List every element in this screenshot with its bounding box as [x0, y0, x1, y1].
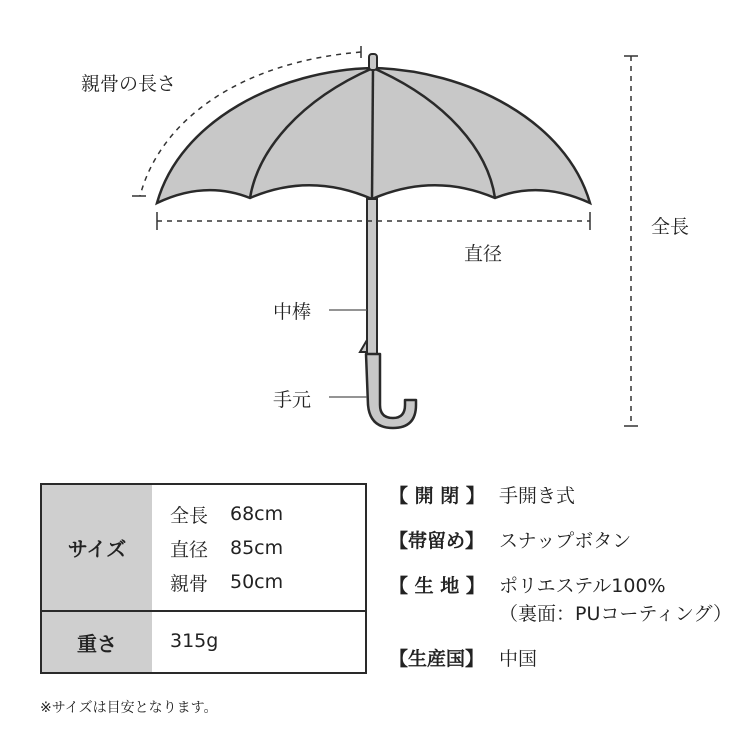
info-row-fabric	[389, 572, 732, 628]
size-note: ※サイズは目安となります。	[40, 700, 218, 716]
size-header: サイズ	[42, 485, 152, 610]
info-key: 【生産国】	[389, 648, 485, 670]
size-key: 直径	[170, 538, 209, 561]
size-row-diameter	[170, 531, 283, 565]
size-key: 全長	[170, 504, 209, 527]
rib-length-label: 親骨の長さ	[81, 73, 177, 95]
info-value: 中国	[499, 648, 538, 670]
info-value: 手開き式	[499, 485, 576, 507]
info-value: （裏面：PUコーティング）	[499, 603, 733, 625]
weight-header: 重さ	[42, 612, 152, 672]
umbrella-handle	[366, 354, 416, 428]
umbrella-rib	[372, 68, 373, 199]
size-row-total	[170, 497, 283, 531]
spec-table	[40, 483, 367, 674]
umbrella-shaft	[367, 199, 377, 355]
size-values	[170, 497, 283, 599]
info-key: 【帯留め】	[389, 530, 485, 552]
info-value: ポリエステル100%	[499, 575, 666, 597]
shaft-label: 中棒	[273, 301, 312, 323]
handle-label: 手元	[273, 389, 312, 411]
total-length-label: 全長	[651, 216, 690, 238]
weight-value: 315g	[170, 630, 219, 652]
info-key: 【 生 地 】	[389, 575, 485, 597]
info-row-opening	[389, 482, 575, 510]
info-key: 【 開 閉 】	[389, 485, 485, 507]
info-value: スナップボタン	[499, 530, 632, 552]
size-value: 85cm	[230, 537, 284, 559]
size-key: 親骨	[170, 572, 209, 595]
size-value: 68cm	[230, 503, 284, 525]
size-value: 50cm	[230, 571, 284, 593]
umbrella-tip	[369, 54, 377, 70]
umbrella-button	[360, 340, 367, 352]
info-row-strap	[389, 527, 631, 555]
size-row-rib	[170, 565, 283, 599]
diameter-label: 直径	[464, 243, 503, 265]
info-row-origin	[389, 645, 537, 673]
